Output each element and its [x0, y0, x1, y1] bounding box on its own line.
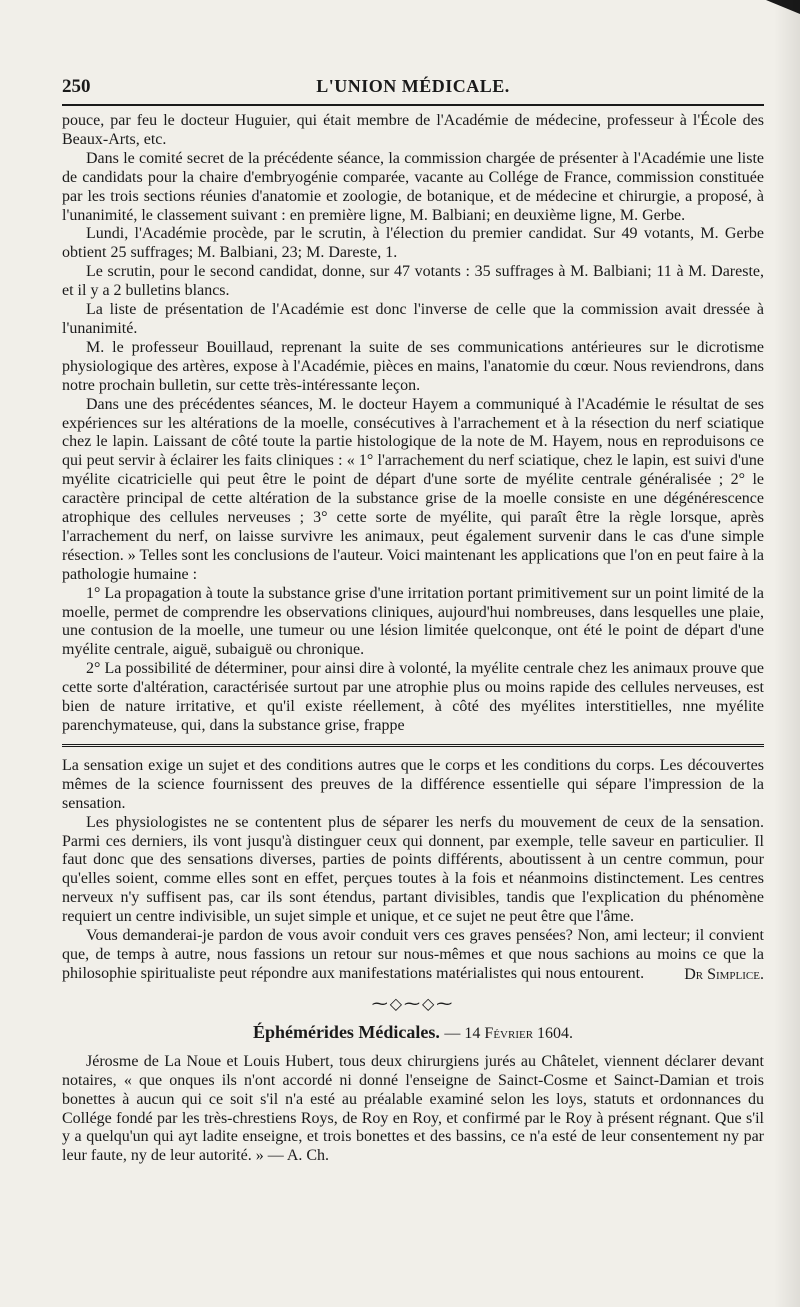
- section-heading: [62, 1022, 764, 1043]
- author-signature: Dr Simplice.: [684, 965, 764, 983]
- feuilleton-column: [62, 757, 764, 984]
- feuilleton-paragraph: La sensation exige un sujet et des conditions autres que le corps et les conditions du corps. Les découvertes mêmes de la science fournissent des preuves de la différence essentielle qui sépare l'impression de la sensation.: [62, 756, 764, 812]
- ornament-divider: ⁓◇⁓◇⁓: [371, 995, 455, 1013]
- paragraph: pouce, par feu le docteur Huguier, qui était membre de l'Académie de médecine, professeur à l'École des Beaux-Arts, etc.: [62, 112, 764, 148]
- page-header: [62, 70, 764, 100]
- page-number: 250: [62, 76, 91, 97]
- section-title: Éphémérides Médicales.: [252, 1021, 440, 1042]
- paragraph: Lundi, l'Académie procède, par le scrutin, à l'élection du premier candidat. Sur 49 votants, M. Gerbe obtient 25 suffrages; M. Balbiani, 23; M. Dareste, 1.: [62, 225, 764, 262]
- paragraph: Le scrutin, pour le second candidat, donne, sur 47 votants : 35 suffrages à M. Balbiani; 11 à M. Dareste, et il y a 2 bulletins blancs.: [62, 263, 764, 300]
- feuilleton-paragraph: Les physiologistes ne se contentent plus de séparer les nerfs du mouvement de ceux de la sensation. Parmi ces derniers, ils vont jusqu'à distinguer ceux qui donnent, par exemple, telle saveur en particulier. Il faut donc que des sensations diverses, parties de points différents, aboutissent à un centre commun, pour qu'elles soient, comme elles sont en effet, perçues toutes à la fois et néanmoins distinctement. Les centres nerveux n'y suffisent pas, car ils sont étendus, partant divisibles, tandis que l'explication du phénomène requiert un centre indivisible, un sujet simple et unique, et ce sujet ne peut être que l'âme.: [62, 813, 764, 926]
- header-rule: [62, 104, 764, 106]
- paragraph: Dans une des précédentes séances, M. le docteur Hayem a communiqué à l'Académie le résultat de ses expériences sur les altérations de la moelle, consécutives à l'arrachement et à la résection du nerf sciatique chez le lapin. Laissant de côté toute la partie histologique de la note de M. Hayem, nous en reproduisons ce qui peut servir à éclairer les faits cliniques : « 1° l'arrachement du nerf sciatique, chez le lapin, est suivi d'une myélite cicatricielle qui peut être le point de départ d'une sorte de myélite centrale généralisée ; 2° le caractère principal de cette altération de la substance grise de la moelle consiste en une dégénérescence atrophique des cellules nerveuses ; 3° cette sorte de myélite, qui paraît être la règle lorsque, après l'arrachement du nerf, on laisse survivre les animaux, peut également survenir dans le cas d'une simple résection. » Telles sont les conclusions de l'auteur. Voici maintenant les applications que l'on en peut faire à la pathologie humaine :: [62, 395, 764, 583]
- ephemerides-column: [62, 1053, 764, 1166]
- paragraph: 2° La possibilité de déterminer, pour ainsi dire à volonté, la myélite centrale chez les animaux prouve que cette sorte d'altération, caractérisée surtout par une atrophie plus ou moins rapide des cellules nerveuses, est bien de nature irritative, et qu'il existe réellement, à côté des myélites interstitielles, nne myélite parenchymateuse, qui, dans la substance grise, frappe: [62, 660, 764, 734]
- running-title: L'UNION MÉDICALE.: [316, 76, 510, 96]
- feuilleton-separator: [62, 744, 764, 747]
- page-edge-shadow: [774, 0, 800, 1307]
- paragraph: Dans le comité secret de la précédente séance, la commission chargée de présenter à l'Académie une liste de candidats pour la chaire d'embryogénie comparée, vacante au Collége de France, commission constituée par les trois sections réunies d'anatomie et zoologie, de botanique, et de médecine et chirurgie, a proposé, à l'unanimité, le classement suivant : en première ligne, M. Balbiani; en deuxième ligne, M. Gerbe.: [62, 149, 764, 224]
- feuilleton-paragraph: Vous demanderai-je pardon de vous avoir conduit vers ces graves pensées? Non, ami lecteur; il convient que, de temps à autre, nous fassions un retour sur nous-mêmes et que nous sachions au moins ce que la philosophie spiritualiste peut répondre aux manifestations matérialistes qui nous entourent.: [62, 927, 764, 982]
- section-date: — 14 Février 1604.: [444, 1024, 574, 1042]
- paragraph: M. le professeur Bouillaud, reprenant la suite de ses communications antérieures sur le dicrotisme physiologique des artères, expose à l'Académie, pièces en mains, l'anatomie du cœur. Nous reviendrons, dans notre prochain bulletin, sur cette très-intéressante leçon.: [62, 338, 764, 394]
- main-column: [62, 112, 764, 736]
- paragraph: La liste de présentation de l'Académie est donc l'inverse de celle que la commission avait dressée à l'unanimité.: [62, 301, 764, 337]
- paragraph: 1° La propagation à toute la substance grise d'une irritation portant primitivement sur un point limité de la moelle, permet de comprendre les observations cliniques, aujourd'hui nombreuses, dans lesquelles une plaie, une contusion de la moelle, une tumeur ou une lésion limitée quelconque, ont été le point de départ d'une myélite centrale, aiguë, subaiguë ou chronique.: [62, 584, 764, 659]
- ephemerides-paragraph: Jérosme de La Noue et Louis Hubert, tous deux chirurgiens jurés au Châtelet, viennent déclarer devant notaires, « que onques ils n'ont accordé ni donné l'enseigne de Sainct-Cosme et Sainct-Damian et trois bonettes à aucun qui ce soit s'il n'a esté au préalable examiné selon les loys, statuts et ordonnances du Collége fondé par les très-chrestiens Roys, de Roy en Roy, et confirmé par le Roy à présent régnant. Que s'il y a quelqu'un qui ayt ladite enseigne, et trois bonettes et des bassins, ce n'a esté de leur consentement ny par leur faute, ny de leur autorité. » — A. Ch.: [62, 1052, 764, 1165]
